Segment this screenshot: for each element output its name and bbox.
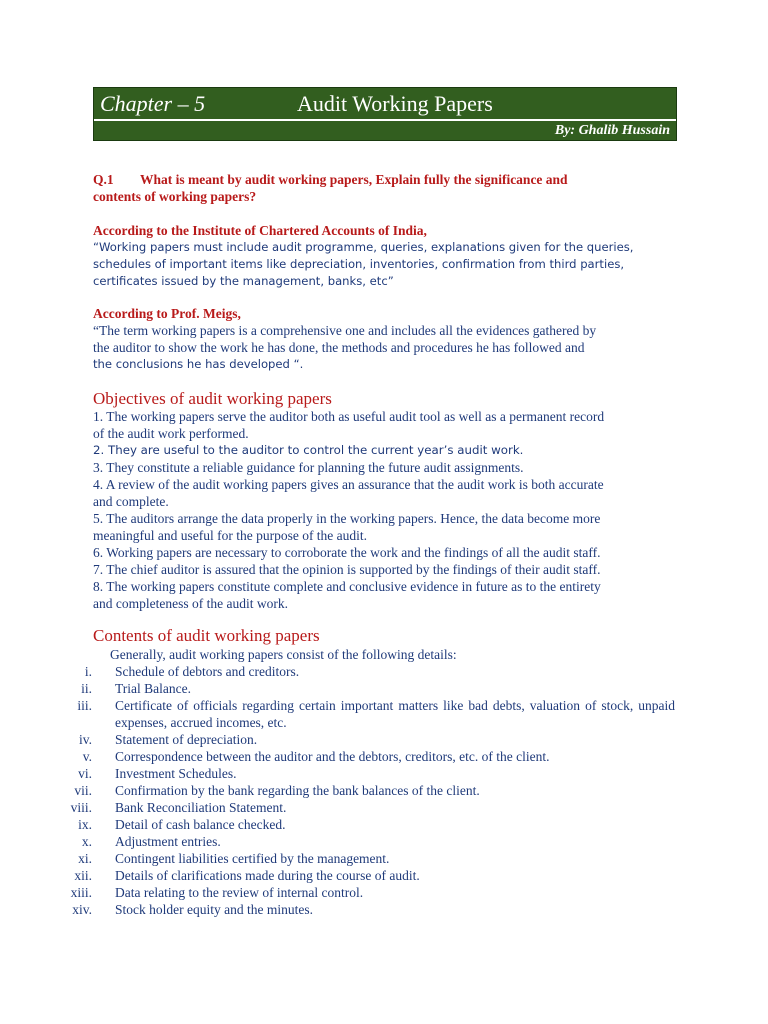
question-text-line-1: What is meant by audit working papers, Explain fully the significance and xyxy=(140,172,568,187)
banner-title-bar xyxy=(94,88,676,119)
list-item: i. Schedule of debtors and creditors. xyxy=(84,664,300,679)
question xyxy=(93,171,675,205)
icai-quote-line-3: certificates issued by the management, banks, etc” xyxy=(93,274,394,288)
objective-line: and completeness of the audit work. xyxy=(93,596,288,611)
list-item: ix. Detail of cash balance checked. xyxy=(78,817,286,832)
list-item: x. Adjustment entries. xyxy=(81,834,221,849)
objective-line: 5. The auditors arrange the data properly in the working papers. Hence, the data become more xyxy=(93,511,601,526)
chapter-title: Audit Working Papers xyxy=(297,91,493,116)
chapter-number: Chapter – 5 xyxy=(100,91,206,116)
list-item: xi. Contingent liabilities certified by the management. xyxy=(78,851,390,866)
icai-quote-line-2: schedules of important items like depreciation, inventories, confirmation from third parties, xyxy=(93,257,625,271)
list-item: xii. Details of clarifications made during the course of audit. xyxy=(74,868,420,883)
objective-line: 1. The working papers serve the auditor both as useful audit tool as well as a permanent record xyxy=(93,409,605,424)
objective-line: 3. They constitute a reliable guidance for planning the future audit assignments. xyxy=(93,460,524,475)
objective-line: 6. Working papers are necessary to corroborate the work and the findings of all the audit staff. xyxy=(93,545,601,560)
meigs-quote-line-3: the conclusions he has developed “. xyxy=(93,357,304,371)
icai-definition xyxy=(93,222,675,290)
contents-intro: Generally, audit working papers consist of the following details: xyxy=(110,647,457,662)
objective-line: 8. The working papers constitute complete and conclusive evidence in future as to the entirety xyxy=(93,579,601,594)
objective-line: of the audit work performed. xyxy=(93,426,249,441)
list-item: iii. Certificate of officials regarding certain important matters like bad debts, valuation of stock, unpaid expenses, accrued incomes, etc. xyxy=(77,698,675,730)
question-text-line-2: contents of working papers? xyxy=(93,189,257,204)
objectives-list xyxy=(93,408,675,612)
objective-line: 4. A review of the audit working papers gives an assurance that the audit work is both accurate xyxy=(93,477,604,492)
contents-list xyxy=(60,663,675,918)
meigs-heading: According to Prof. Meigs, xyxy=(93,306,241,321)
meigs-quote-line-1: “The term working papers is a comprehensive one and includes all the evidences gathered by xyxy=(93,323,597,338)
list-item: viii. Bank Reconciliation Statement. xyxy=(70,800,287,815)
chapter-banner xyxy=(93,87,677,141)
list-item: xiv. Stock holder equity and the minutes. xyxy=(72,902,313,917)
list-item: vi. Investment Schedules. xyxy=(78,766,237,781)
list-item: vii. Confirmation by the bank regarding the bank balances of the client. xyxy=(74,783,480,798)
objective-line: 7. The chief auditor is assured that the opinion is supported by the findings of their audit staff. xyxy=(93,562,601,577)
author-line: By: Ghalib Hussain xyxy=(94,121,676,140)
icai-quote-line-1: “Working papers must include audit programme, queries, explanations given for the queries, xyxy=(93,240,634,254)
objective-line: and complete. xyxy=(93,494,169,509)
icai-heading: According to the Institute of Chartered Accounts of India, xyxy=(93,223,427,238)
meigs-quote-line-2: the auditor to show the work he has done, the methods and procedures he has followed and xyxy=(93,340,585,355)
objectives-heading: Objectives of audit working papers xyxy=(93,389,332,408)
contents-heading: Contents of audit working papers xyxy=(93,626,320,645)
list-item: ii. Trial Balance. xyxy=(81,681,191,696)
list-item: xiii. Data relating to the review of internal control. xyxy=(70,885,364,900)
meigs-definition xyxy=(93,305,675,373)
question-number: Q.1 xyxy=(93,172,114,187)
objective-line: meaningful and useful for the purpose of the audit. xyxy=(93,528,368,543)
list-item: iv. Statement of depreciation. xyxy=(79,732,258,747)
objective-line: 2. They are useful to the auditor to control the current year’s audit work. xyxy=(93,443,524,457)
list-item: v. Correspondence between the auditor and the debtors, creditors, etc. of the client. xyxy=(82,749,550,764)
